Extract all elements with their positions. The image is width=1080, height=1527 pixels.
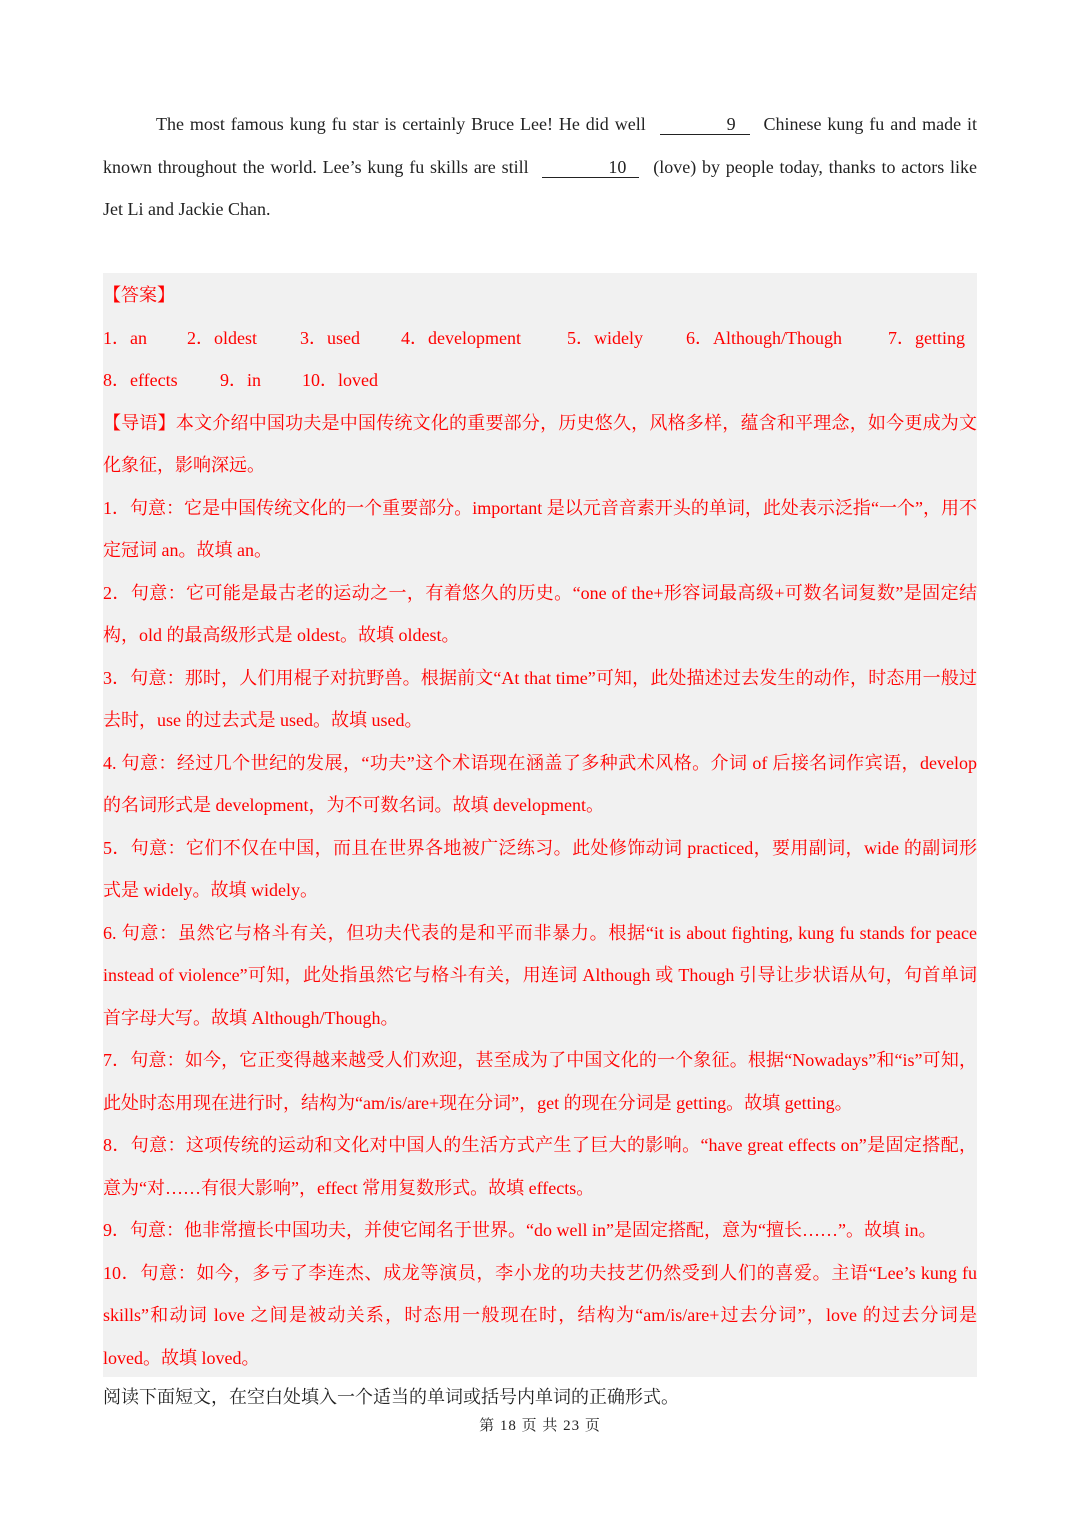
answer-key: 1．an [103,327,147,348]
answer-key: 4．development [401,327,521,348]
page-footer: 第 18 页 共 23 页 [479,1418,601,1434]
explanation-3: 3．句意：那时，人们用棍子对抗野兽。根据前文“At that time”可知，此处描述过去发生的动作，时态用一般过去时，use 的过去式是 used。故填 used。 [103,667,977,730]
passage-segment: Chinese kung fu and made it known throughout the world. Lee’s kung fu skills are still [103,114,977,177]
explanation-1: 1．句意：它是中国传统文化的一个重要部分。important 是以元音音素开头的单词，此处表示泛指“一个”，用不定冠词 an。故填 an。 [103,497,977,560]
explanation-2: 2．句意：它可能是最古老的运动之一，有着悠久的历史。“one of the+形容词最高级+可数名词复数”是固定结构，old 的最高级形式是 oldest。故填 oldest。 [103,582,977,645]
answer-key: 9．in [220,370,262,390]
explanation-10: 10．句意：如今，多亏了李连杰、成龙等演员，李小龙的功夫技艺仍然受到人们的喜爱。主语“Lee’s kung fu skills”和动词 love 之间是被动关系，时态用一般现在时，结构为“am/is/are+过去分词”，love 的过去分词是 loved。故填 loved。 [103,1262,977,1368]
answer-key: 5．widely [567,327,643,348]
blank-10: 10 [542,157,639,178]
explanation-9: 9．句意：他非常擅长中国功夫，并使它闻名于世界。“do well in”是固定搭配，意为“擅长……”。故填 in。 [103,1220,937,1240]
answer-key: 2．oldest [187,327,257,348]
answer-section [103,273,977,1377]
answer-key: 3．used [300,327,360,348]
answer-key-row-1 [103,317,977,360]
answer-key: 10．loved [302,370,378,390]
answer-key: 6．Although/Though [686,327,842,348]
answer-key: 7．getting [888,327,965,348]
answer-intro: 【导语】本文介绍中国功夫是中国传统文化的重要部分，历史悠久，风格多样，蕴含和平理念，如今更成为文化象征，影响深远。 [103,412,977,475]
explanation-7: 7．句意：如今，它正变得越来越受人们欢迎，甚至成为了中国文化的一个象征。根据“Nowadays”和“is”可知，此处时态用现在进行时，结构为“am/is/are+现在分词”，get 的现在分词是 getting。故填 getting。 [103,1050,977,1113]
answer-key-row-2 [103,359,977,402]
explanation-4: 4. 句意：经过几个世纪的发展，“功夫”这个术语现在涵盖了多种武术风格。介词 of 后接名词作宾语，develop 的名词形式是 development，为不可数名词。故填 development。 [103,752,977,815]
explanation-6: 6. 句意：虽然它与格斗有关，但功夫代表的是和平而非暴力。根据“it is about fighting, kung fu stands for peace instead of violence”可知，此处指虽然它与格斗有关，用连词 Although 或 Though 引导让步状语从句，句首单词首字母大写。故填 Although/Though。 [103,922,977,1028]
passage-segment: The most famous kung fu star is certainly Bruce Lee! He did well [156,114,646,134]
next-section-instruction: 阅读下面短文，在空白处填入一个适当的单词或括号内单词的正确形式。 [103,1387,679,1407]
answer-title: 【答案】 [103,285,175,305]
blank-9: 9 [660,114,750,135]
explanation-8: 8．句意：这项传统的运动和文化对中国人的生活方式产生了巨大的影响。“have great effects on”是固定搭配，意为“对……有很大影响”，effect 常用复数形式。故填 effects。 [103,1135,977,1198]
passage-text [103,103,977,231]
passage-segment: (love) by people today, thanks to actors like Jet Li and Jackie Chan. [103,156,978,219]
answer-key: 8．effects [103,370,178,390]
explanation-5: 5．句意：它们不仅在中国，而且在世界各地被广泛练习。此处修饰动词 practiced，要用副词，wide 的副词形式是 widely。故填 widely。 [103,837,977,900]
